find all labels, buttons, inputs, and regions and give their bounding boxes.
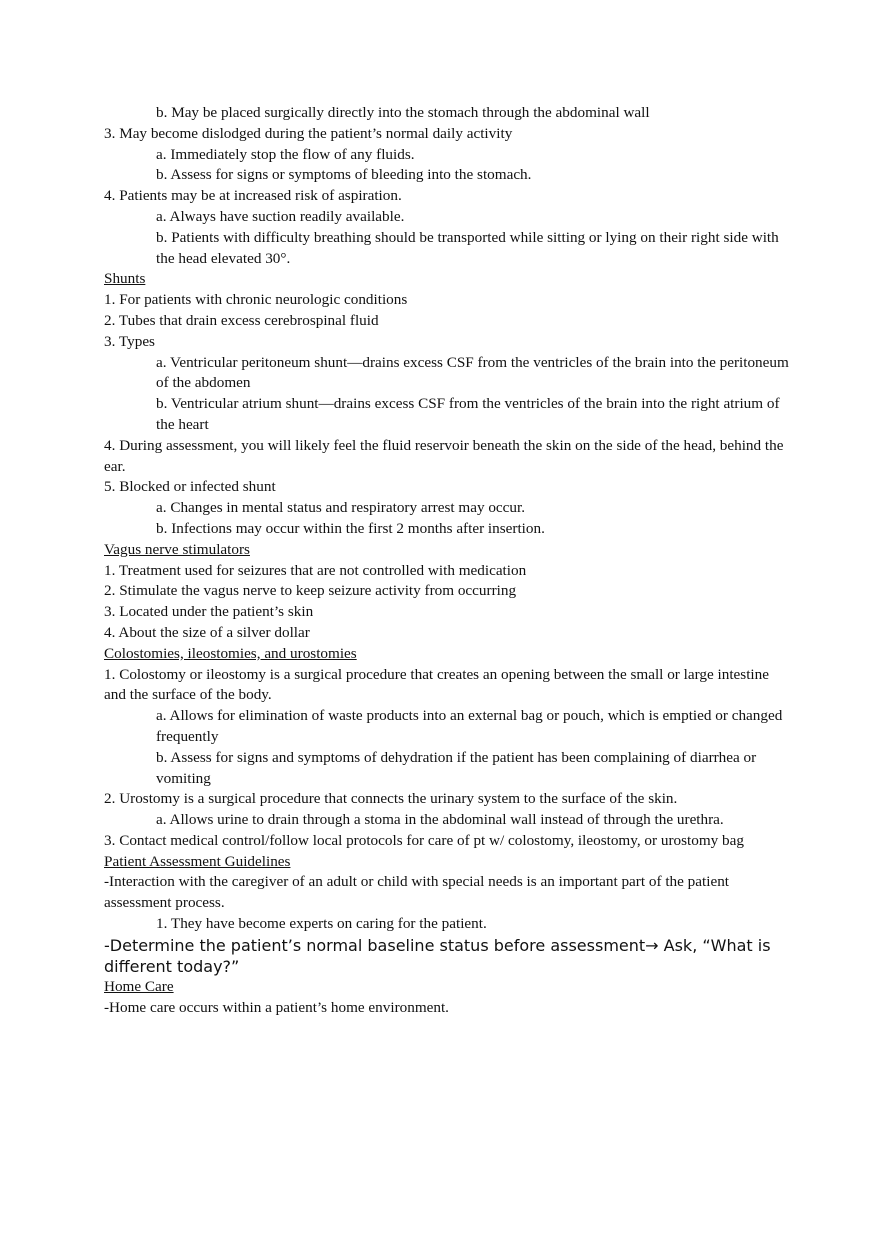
text-line: 4. About the size of a silver dollar [104, 623, 310, 641]
text-line: 1. Colostomy or ileostomy is a surgical procedure that creates an opening between the small or large intestine and the surface of the body. [104, 665, 769, 704]
section-heading: Colostomies, ileostomies, and urostomies [104, 644, 357, 662]
text-line: 4. Patients may be at increased risk of aspiration. [104, 187, 402, 205]
text-line: -Interaction with the caregiver of an adult or child with special needs is an important part of the patient assessment process. [104, 873, 730, 912]
sub-list-item: a. Changes in mental status and respiratory arrest may occur. [156, 499, 526, 517]
sub-list-item: a. Allows urine to drain through a stoma in the abdominal wall instead of through the urethra. [156, 811, 724, 829]
sub-list-item: b. Assess for signs and symptoms of dehydration if the patient has been complaining of diarrhea or vomiting [156, 748, 757, 787]
text-line: 5. Blocked or infected shunt [104, 478, 276, 496]
text-line: -Determine the patient’s normal baseline status before assessment→ Ask, “What is different today?” [104, 935, 771, 976]
section-heading: Patient Assessment Guidelines [104, 852, 291, 870]
text-line: 3. May become dislodged during the patient’s normal daily activity [104, 124, 513, 142]
text-line: 3. Contact medical control/follow local protocols for care of pt w/ colostomy, ileostomy, or urostomy bag [104, 831, 744, 849]
section-heading: Shunts [104, 270, 146, 288]
sub-list-item: a. Ventricular peritoneum shunt—drains excess CSF from the ventricles of the brain into the peritoneum of the abdomen [156, 353, 789, 392]
sub-list-item: b. May be placed surgically directly into the stomach through the abdominal wall [156, 104, 650, 121]
text-line: 4. During assessment, you will likely feel the fluid reservoir beneath the skin on the side of the head, behind the ear. [104, 436, 784, 475]
text-line: 2. Stimulate the vagus nerve to keep seizure activity from occurring [104, 582, 517, 600]
sub-list-item: 1. They have become experts on caring for the patient. [156, 915, 487, 933]
text-line: 1. Treatment used for seizures that are not controlled with medication [104, 561, 527, 579]
text-line: 1. For patients with chronic neurologic conditions [104, 291, 408, 309]
sub-list-item: b. Infections may occur within the first 2 months after insertion. [156, 519, 545, 537]
sub-list-item: a. Always have suction readily available. [156, 207, 405, 225]
document-body [104, 103, 794, 1018]
sub-list-item: b. Patients with difficulty breathing should be transported while sitting or lying on their right side with the head elevated 30°. [156, 228, 779, 267]
sub-list-item: a. Immediately stop the flow of any fluids. [156, 145, 415, 163]
text-line: -Home care occurs within a patient’s home environment. [104, 998, 449, 1016]
text-line: 2. Urostomy is a surgical procedure that connects the urinary system to the surface of the skin. [104, 790, 678, 808]
sub-list-item: a. Allows for elimination of waste products into an external bag or pouch, which is emptied or changed frequently [156, 707, 783, 745]
text-line: 3. Types [104, 332, 155, 350]
text-line: 2. Tubes that drain excess cerebrospinal fluid [104, 311, 379, 329]
section-heading: Vagus nerve stimulators [104, 540, 250, 558]
text-line: 3. Located under the patient’s skin [104, 603, 314, 621]
sub-list-item: b. Ventricular atrium shunt—drains excess CSF from the ventricles of the brain into the right atrium of the heart [156, 395, 780, 433]
sub-list-item: b. Assess for signs or symptoms of bleeding into the stomach. [156, 166, 532, 184]
section-heading: Home Care [104, 977, 174, 995]
